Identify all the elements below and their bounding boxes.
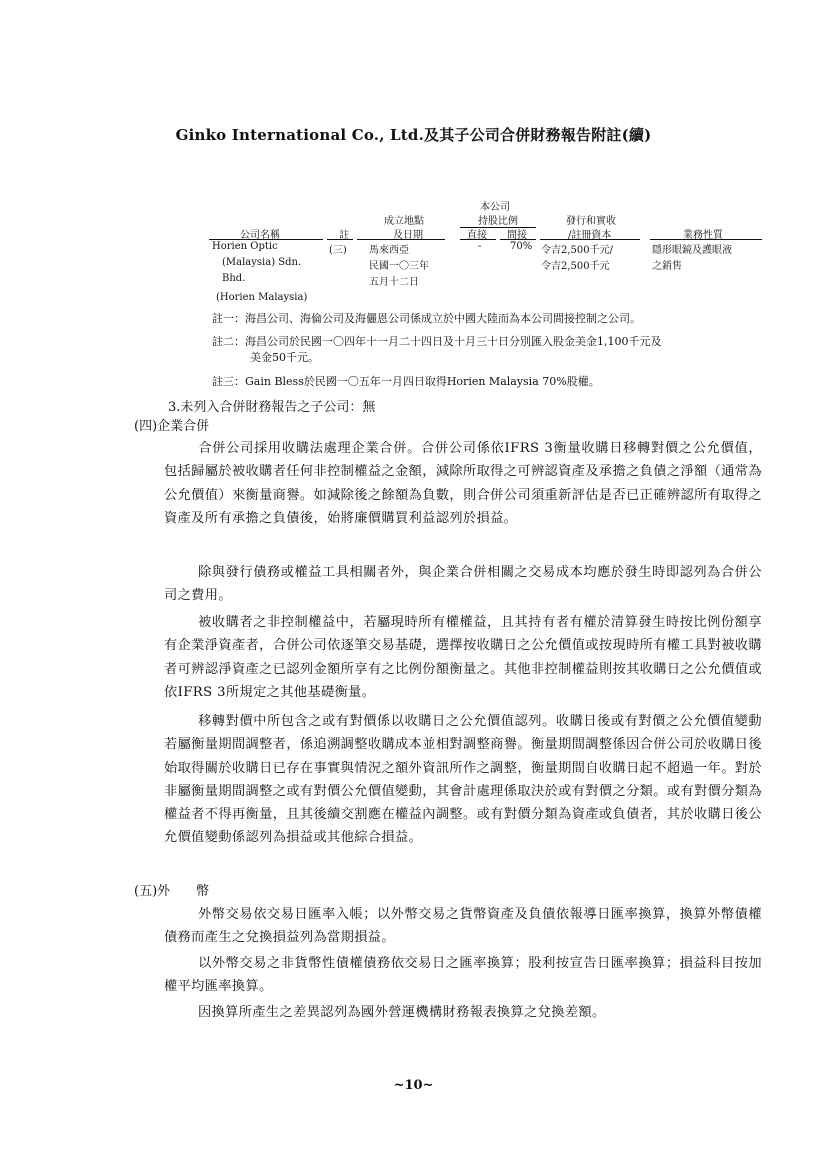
header-rule bbox=[357, 239, 445, 240]
header-direct: 直接 bbox=[467, 230, 487, 241]
page-number: ~10~ bbox=[393, 1078, 434, 1093]
cell-capital-line1: 令吉2,500千元/ bbox=[541, 245, 613, 256]
header-location-line1: 成立地點 bbox=[384, 216, 424, 227]
cell-company-line1: Horien Optic bbox=[212, 241, 278, 252]
cell-location-line2: 民國一〇三年 bbox=[369, 261, 429, 272]
note-3: 註三：Gain Bless於民國一〇五年一月四日取得Horien Malaysia 70%股權。 bbox=[212, 375, 600, 388]
section-4-paragraph-3: 被收購者之非控制權益中，若屬現時所有權權益，且其持有者有權於清算發生時按比例份額享有企業淨資產者，合併公司依逐筆交易基礎，選擇按收購日之公允價值或按現時所有權工具對被收購者可辨認淨資產之已認列金額所享有之比例份額衡量之。其他非控制權益則按其收購日之公允價值或依IFRS 3所規定之其他基礎衡量。 bbox=[164, 615, 762, 700]
cell-direct: - bbox=[478, 241, 482, 252]
header-rule bbox=[327, 239, 353, 240]
item-3-unconsolidated: 3.未列入合併財務報告之子公司：無 bbox=[168, 400, 376, 415]
header-location-line2: 及日期 bbox=[393, 230, 423, 241]
header-rule bbox=[540, 239, 640, 240]
cell-capital-line2: 令吉2,500千元 bbox=[541, 261, 610, 272]
section-5-paragraph-1: 外幣交易依交易日匯率入帳；以外幣交易之貨幣資產及負債依報導日匯率換算，換算外幣債權債務而產生之兌換損益列為當期損益。 bbox=[164, 907, 762, 946]
cell-location-line1: 馬來西亞 bbox=[369, 245, 409, 256]
header-rule bbox=[500, 239, 536, 240]
section-4-paragraph-4: 移轉對價中所包含之或有對價係以收購日之公允價值認列。收購日後或有對價之公允價值變動若屬衡量期間調整者，係追溯調整收購成本並相對調整商譽。衡量期間調整係因合併公司於收購日後始取得關於收購日已存在事實與情況之額外資訊所作之調整，衡量期間自收購日起不超過一年。對於非屬衡量期間調整之或有對價公允價值變動，其會計處理係取決於或有對價之分類。或有對價分類為權益者不得再衡量，且其後續交割應在權益內調整。或有對價分類為資產或負債者，其於收購日後公允價值變動係認列為損益或其他綜合損益。 bbox=[164, 714, 762, 846]
subsidiary-table bbox=[0, 0, 827, 310]
section-5-paragraph-2: 以外幣交易之非貨幣性債權債務依交易日之匯率換算；股利按宣告日匯率換算；損益科目按加權平均匯率換算。 bbox=[164, 956, 762, 995]
page-title: Ginko International Co., Ltd.及其子公司合併財務報告附註(續) bbox=[175, 126, 652, 144]
header-rule bbox=[209, 239, 323, 240]
header-rule bbox=[460, 239, 496, 240]
cell-business-line1: 隱形眼鏡及護眼液 bbox=[652, 245, 732, 256]
header-ownership-line2: 持股比例 bbox=[460, 212, 536, 228]
section-4-paragraph-2: 除與發行債務或權益工具相關者外，與企業合併相關之交易成本均應於發生時即認列為合併公司之費用。 bbox=[164, 565, 762, 604]
header-business: 業務性質 bbox=[683, 230, 723, 241]
cell-company-line4: (Horien Malaysia) bbox=[216, 292, 308, 303]
section-4-paragraph-1: 合併公司採用收購法處理企業合併。合併公司係依IFRS 3衡量收購日移轉對價之公允價值，包括歸屬於被收購者任何非控制權益之金額，減除所取得之可辨認資產及承擔之負債之淨額（通常為公允價值）來衡量商譽。如減除後之餘額為負數，則合併公司須重新評估是否已正確辨認所有取得之資產及所有承擔之負債後，始將廉價購買利益認列於損益。 bbox=[164, 441, 762, 526]
section-5-paragraph-3: 因換算所產生之差異認列為國外營運機構財務報表換算之兌換差額。 bbox=[198, 1005, 606, 1020]
header-company: 公司名稱 bbox=[240, 230, 280, 241]
cell-location-line3: 五月十二日 bbox=[369, 277, 419, 288]
cell-business-line2: 之銷售 bbox=[652, 261, 682, 272]
header-capital-line1: 發行和實收 bbox=[566, 216, 616, 227]
note-2-line2: 美金50千元。 bbox=[250, 351, 319, 364]
note-2-line1: 註二：海昌公司於民國一〇四年十一月二十四日及十月三十日分別匯入股金美金1,100千元及 bbox=[212, 335, 662, 348]
cell-note: (三) bbox=[329, 245, 347, 256]
header-note: 註 bbox=[339, 230, 349, 241]
cell-company-line2: (Malaysia) Sdn. bbox=[222, 257, 302, 268]
section-5-heading: (五)外 幣 bbox=[134, 884, 210, 899]
header-indirect: 間接 bbox=[507, 230, 527, 241]
note-1: 註一：海昌公司、海倫公司及海儷恩公司係成立於中國大陸而為本公司間接控制之公司。 bbox=[212, 312, 641, 325]
header-ownership-line1: 本公司 bbox=[480, 202, 510, 213]
header-capital-line2: /註冊資本 bbox=[568, 230, 612, 241]
cell-indirect: 70% bbox=[510, 241, 533, 252]
section-4-heading: (四)企業合併 bbox=[134, 419, 210, 434]
header-rule bbox=[650, 239, 762, 240]
cell-company-line3: Bhd. bbox=[222, 273, 246, 284]
